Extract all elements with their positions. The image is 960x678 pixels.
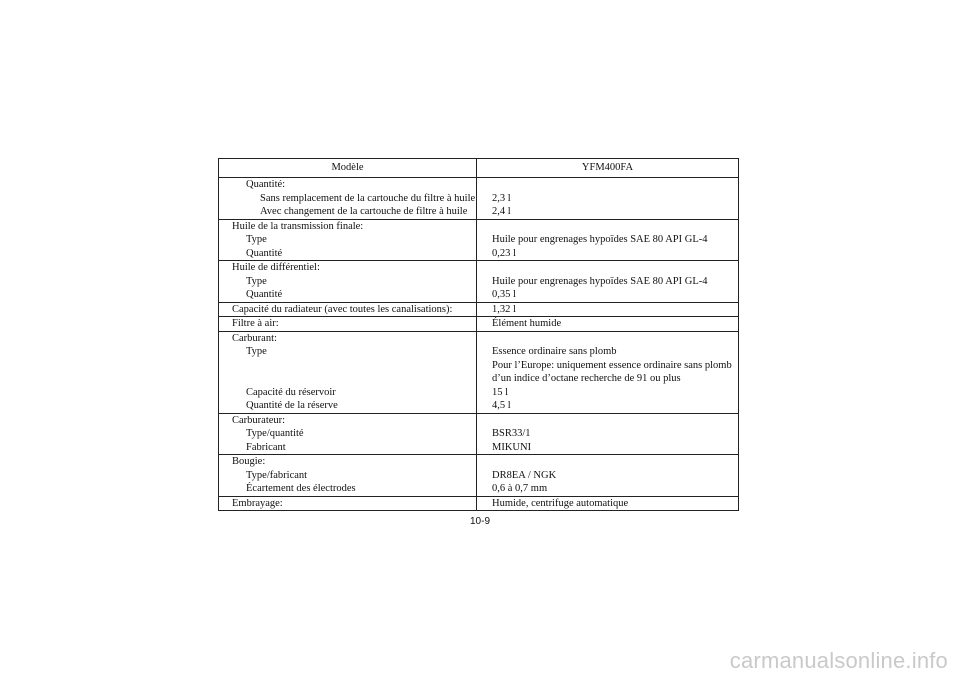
table-row xyxy=(219,469,739,483)
table-row xyxy=(219,496,739,511)
header-model-label: Modèle xyxy=(219,159,477,178)
table-row xyxy=(219,386,739,400)
table-row xyxy=(219,178,739,192)
table-row xyxy=(219,247,739,261)
final-transmission-quantity-label: Quantité xyxy=(219,247,477,261)
carburetor-type-value: BSR33/1 xyxy=(477,427,739,441)
table-row xyxy=(219,233,739,247)
differential-type-value: Huile pour engrenages hypoïdes SAE 80 API GL-4 xyxy=(477,275,739,289)
fuel-reserve-label: Quantité de la réserve xyxy=(219,399,477,413)
fuel-reserve-value: 4,5 l xyxy=(477,399,739,413)
table-row xyxy=(219,372,739,386)
fuel-tank-value: 15 l xyxy=(477,386,739,400)
table-row xyxy=(219,219,739,233)
fuel-type-value: Essence ordinaire sans plomb xyxy=(477,345,739,359)
table-row xyxy=(219,288,739,302)
fuel-type-label: Type xyxy=(219,345,477,359)
table-row xyxy=(219,345,739,359)
carburetor-label: Carburateur: xyxy=(219,413,477,427)
table-row xyxy=(219,331,739,345)
differential-label: Huile de différentiel: xyxy=(219,261,477,275)
oil-no-filter-value: 2,3 l xyxy=(477,192,739,206)
carburetor-maker-label: Fabricant xyxy=(219,441,477,455)
spark-plug-type-label: Type/fabricant xyxy=(219,469,477,483)
fuel-europe-line1: Pour l’Europe: uniquement essence ordinaire sans plomb xyxy=(477,359,739,373)
table-row xyxy=(219,399,739,413)
clutch-value: Humide, centrifuge automatique xyxy=(477,496,739,511)
table-row xyxy=(219,302,739,317)
oil-with-filter-label: Avec changement de la cartouche de filtre à huile xyxy=(219,205,477,219)
spark-plug-gap-label: Écartement des électrodes xyxy=(219,482,477,496)
table-row xyxy=(219,261,739,275)
page-number: 10-9 xyxy=(469,516,490,527)
table-row xyxy=(219,359,739,373)
table-row xyxy=(219,205,739,219)
table-header-row xyxy=(219,159,739,178)
spark-plug-label: Bougie: xyxy=(219,455,477,469)
watermark: carmanualsonline.info xyxy=(729,648,948,673)
differential-quantity-value: 0,35 l xyxy=(477,288,739,302)
radiator-value: 1,32 l xyxy=(477,302,739,317)
carburetor-type-label: Type/quantité xyxy=(219,427,477,441)
final-transmission-quantity-value: 0,23 l xyxy=(477,247,739,261)
fuel-tank-label: Capacité du réservoir xyxy=(219,386,477,400)
final-transmission-type-label: Type xyxy=(219,233,477,247)
air-filter-label: Filtre à air: xyxy=(219,317,477,332)
differential-type-label: Type xyxy=(219,275,477,289)
oil-with-filter-value: 2,4 l xyxy=(477,205,739,219)
fuel-europe-line2: d’un indice d’octane recherche de 91 ou plus xyxy=(477,372,739,386)
table-row xyxy=(219,427,739,441)
spark-plug-gap-value: 0,6 à 0,7 mm xyxy=(477,482,739,496)
spec-table xyxy=(218,158,739,511)
clutch-label: Embrayage: xyxy=(219,496,477,511)
final-transmission-label: Huile de la transmission finale: xyxy=(219,219,477,233)
table-row xyxy=(219,455,739,469)
air-filter-value: Élément humide xyxy=(477,317,739,332)
carburetor-maker-value: MIKUNI xyxy=(477,441,739,455)
table-row xyxy=(219,275,739,289)
spark-plug-type-value: DR8EA / NGK xyxy=(477,469,739,483)
table-row xyxy=(219,192,739,206)
table-row xyxy=(219,441,739,455)
radiator-label: Capacité du radiateur (avec toutes les canalisations): xyxy=(219,302,477,317)
final-transmission-type-value: Huile pour engrenages hypoïdes SAE 80 API GL-4 xyxy=(477,233,739,247)
header-model-name: YFM400FA xyxy=(477,159,739,178)
oil-quantity-label: Quantité: xyxy=(219,178,477,192)
oil-no-filter-label: Sans remplacement de la cartouche du filtre à huile xyxy=(219,192,477,206)
table-row xyxy=(219,413,739,427)
table-row xyxy=(219,317,739,332)
table-row xyxy=(219,482,739,496)
differential-quantity-label: Quantité xyxy=(219,288,477,302)
fuel-label: Carburant: xyxy=(219,331,477,345)
